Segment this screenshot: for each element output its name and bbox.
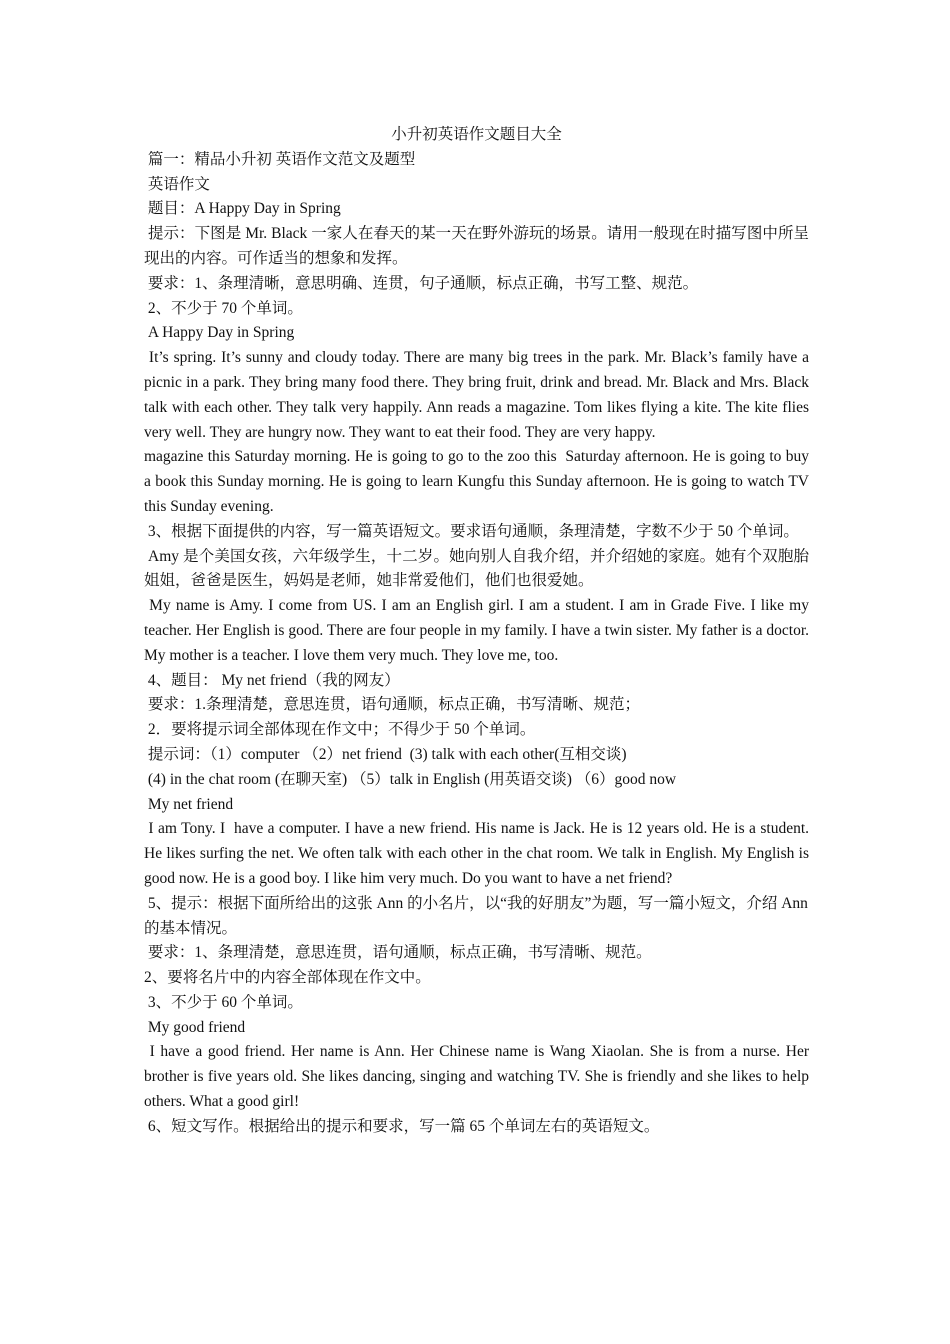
task-five-requirement: 要求：1、条理清楚，意思连贯，语句通顺，标点正确，书写清晰、规范。 bbox=[144, 944, 652, 962]
essay-body-spring: It’s spring. It’s sunny and cloudy today. There are many big trees in the park. Mr. Black’s family have a picnic in a park. They bring many food there. They bring fruit, drink and bread. Mr. Black and Mrs. Black talk with each other. They talk very happily. Ann reads a magazine. Tom likes flying a kite. The kite flies very well. They are hungry now. They want to eat their food. They are very happy. bbox=[144, 349, 813, 441]
heading-part-one: 篇一：精品小升初 英语作文范文及题型 bbox=[144, 150, 416, 168]
essay-body-good-friend: I have a good friend. Her name is Ann. Her Chinese name is Wang Xiaolan. She is from a nurse. Her brother is five years old. She likes dancing, singing and watching TV. She is friendly and she likes to help others. What a good girl! bbox=[144, 1043, 813, 1111]
heading-english-composition: 英语作文 bbox=[144, 175, 210, 193]
task-four-requirement-two: 2．要将提示词全部体现在作文中；不得少于 50 个单词。 bbox=[144, 721, 536, 739]
essay-title-spring: A Happy Day in Spring bbox=[144, 324, 295, 342]
hint-paragraph: 提示：下图是 Mr. Black 一家人在春天的某一天在野外游玩的场景。请用一般现在时描写图中所呈现出的内容。可作适当的想象和发挥。 bbox=[144, 225, 809, 267]
task-four-requirement: 要求：1.条理清楚，意思连贯，语句通顺，标点正确，书写清晰、规范； bbox=[144, 696, 641, 714]
document-title: 小升初英语作文题目大全 bbox=[391, 126, 562, 143]
requirement-word-count: 2、不少于 70 个单词。 bbox=[144, 299, 303, 317]
topic-line: 题目：A Happy Day in Spring bbox=[144, 200, 341, 218]
task-four-title: 4、题目： My net friend（我的网友） bbox=[144, 671, 400, 689]
task-five-requirement-three: 3、不少于 60 个单词。 bbox=[144, 993, 303, 1011]
task-six-prompt: 6、短文写作。根据给出的提示和要求，写一篇 65 个单词左右的英语短文。 bbox=[144, 1117, 660, 1135]
task-four-hint-words-two: (4) in the chat room (在聊天室) （5）talk in English (用英语交谈) （6）good now bbox=[144, 770, 677, 788]
essay-title-net-friend: My net friend bbox=[144, 795, 234, 813]
essay-body-weekend: magazine this Saturday morning. He is going to go to the zoo this Saturday afternoon. He is going to buy a book this Sunday morning. He is going to learn Kungfu this Sunday afternoon. He is going to watch TV this Sunday evening. bbox=[144, 448, 813, 515]
essay-body-net-friend: I am Tony. I have a computer. I have a new friend. His name is Jack. He is 12 years old. He is a student. He likes surfing the net. We often talk with each other in the chat room. We talk in English. My English is good now. He is a good boy. I like him very much. Do you want to have a net friend? bbox=[144, 820, 813, 887]
task-five-prompt: 5、提示：根据下面所给出的这张 Ann 的小名片，以“我的好朋友”为题，写一篇小短文，介绍 Ann 的基本情况。 bbox=[144, 894, 812, 937]
requirement-line: 要求：1、条理清晰，意思明确、连贯，句子通顺，标点正确，书写工整、规范。 bbox=[144, 274, 699, 292]
essay-body-amy: My name is Amy. I come from US. I am an English girl. I am a student. I am in Grade Five. I like my teacher. Her English is good. There are four people in my family. I have a twin sister. My father is a doctor. My mother is a teacher. I love them very much. They love me, too. bbox=[144, 597, 813, 664]
task-three-content: Amy 是个美国女孩，六年级学生，十二岁。她向别人自我介绍，并介绍她的家庭。她有个双胞胎姐姐，爸爸是医生，妈妈是老师，她非常爱他们，他们也很爱她。 bbox=[144, 547, 809, 590]
task-five-requirement-two: 2、要将名片中的内容全部体现在作文中。 bbox=[144, 969, 431, 987]
essay-title-good-friend: My good friend bbox=[144, 1018, 246, 1036]
document-page bbox=[144, 123, 813, 1140]
task-three-prompt: 3、根据下面提供的内容，写一篇英语短文。要求语句通顺，条理清楚，字数不少于 50 个单词。 bbox=[144, 522, 799, 540]
task-four-hint-words: 提示词：（1）computer （2）net friend (3) talk with each other(互相交谈) bbox=[144, 745, 627, 763]
